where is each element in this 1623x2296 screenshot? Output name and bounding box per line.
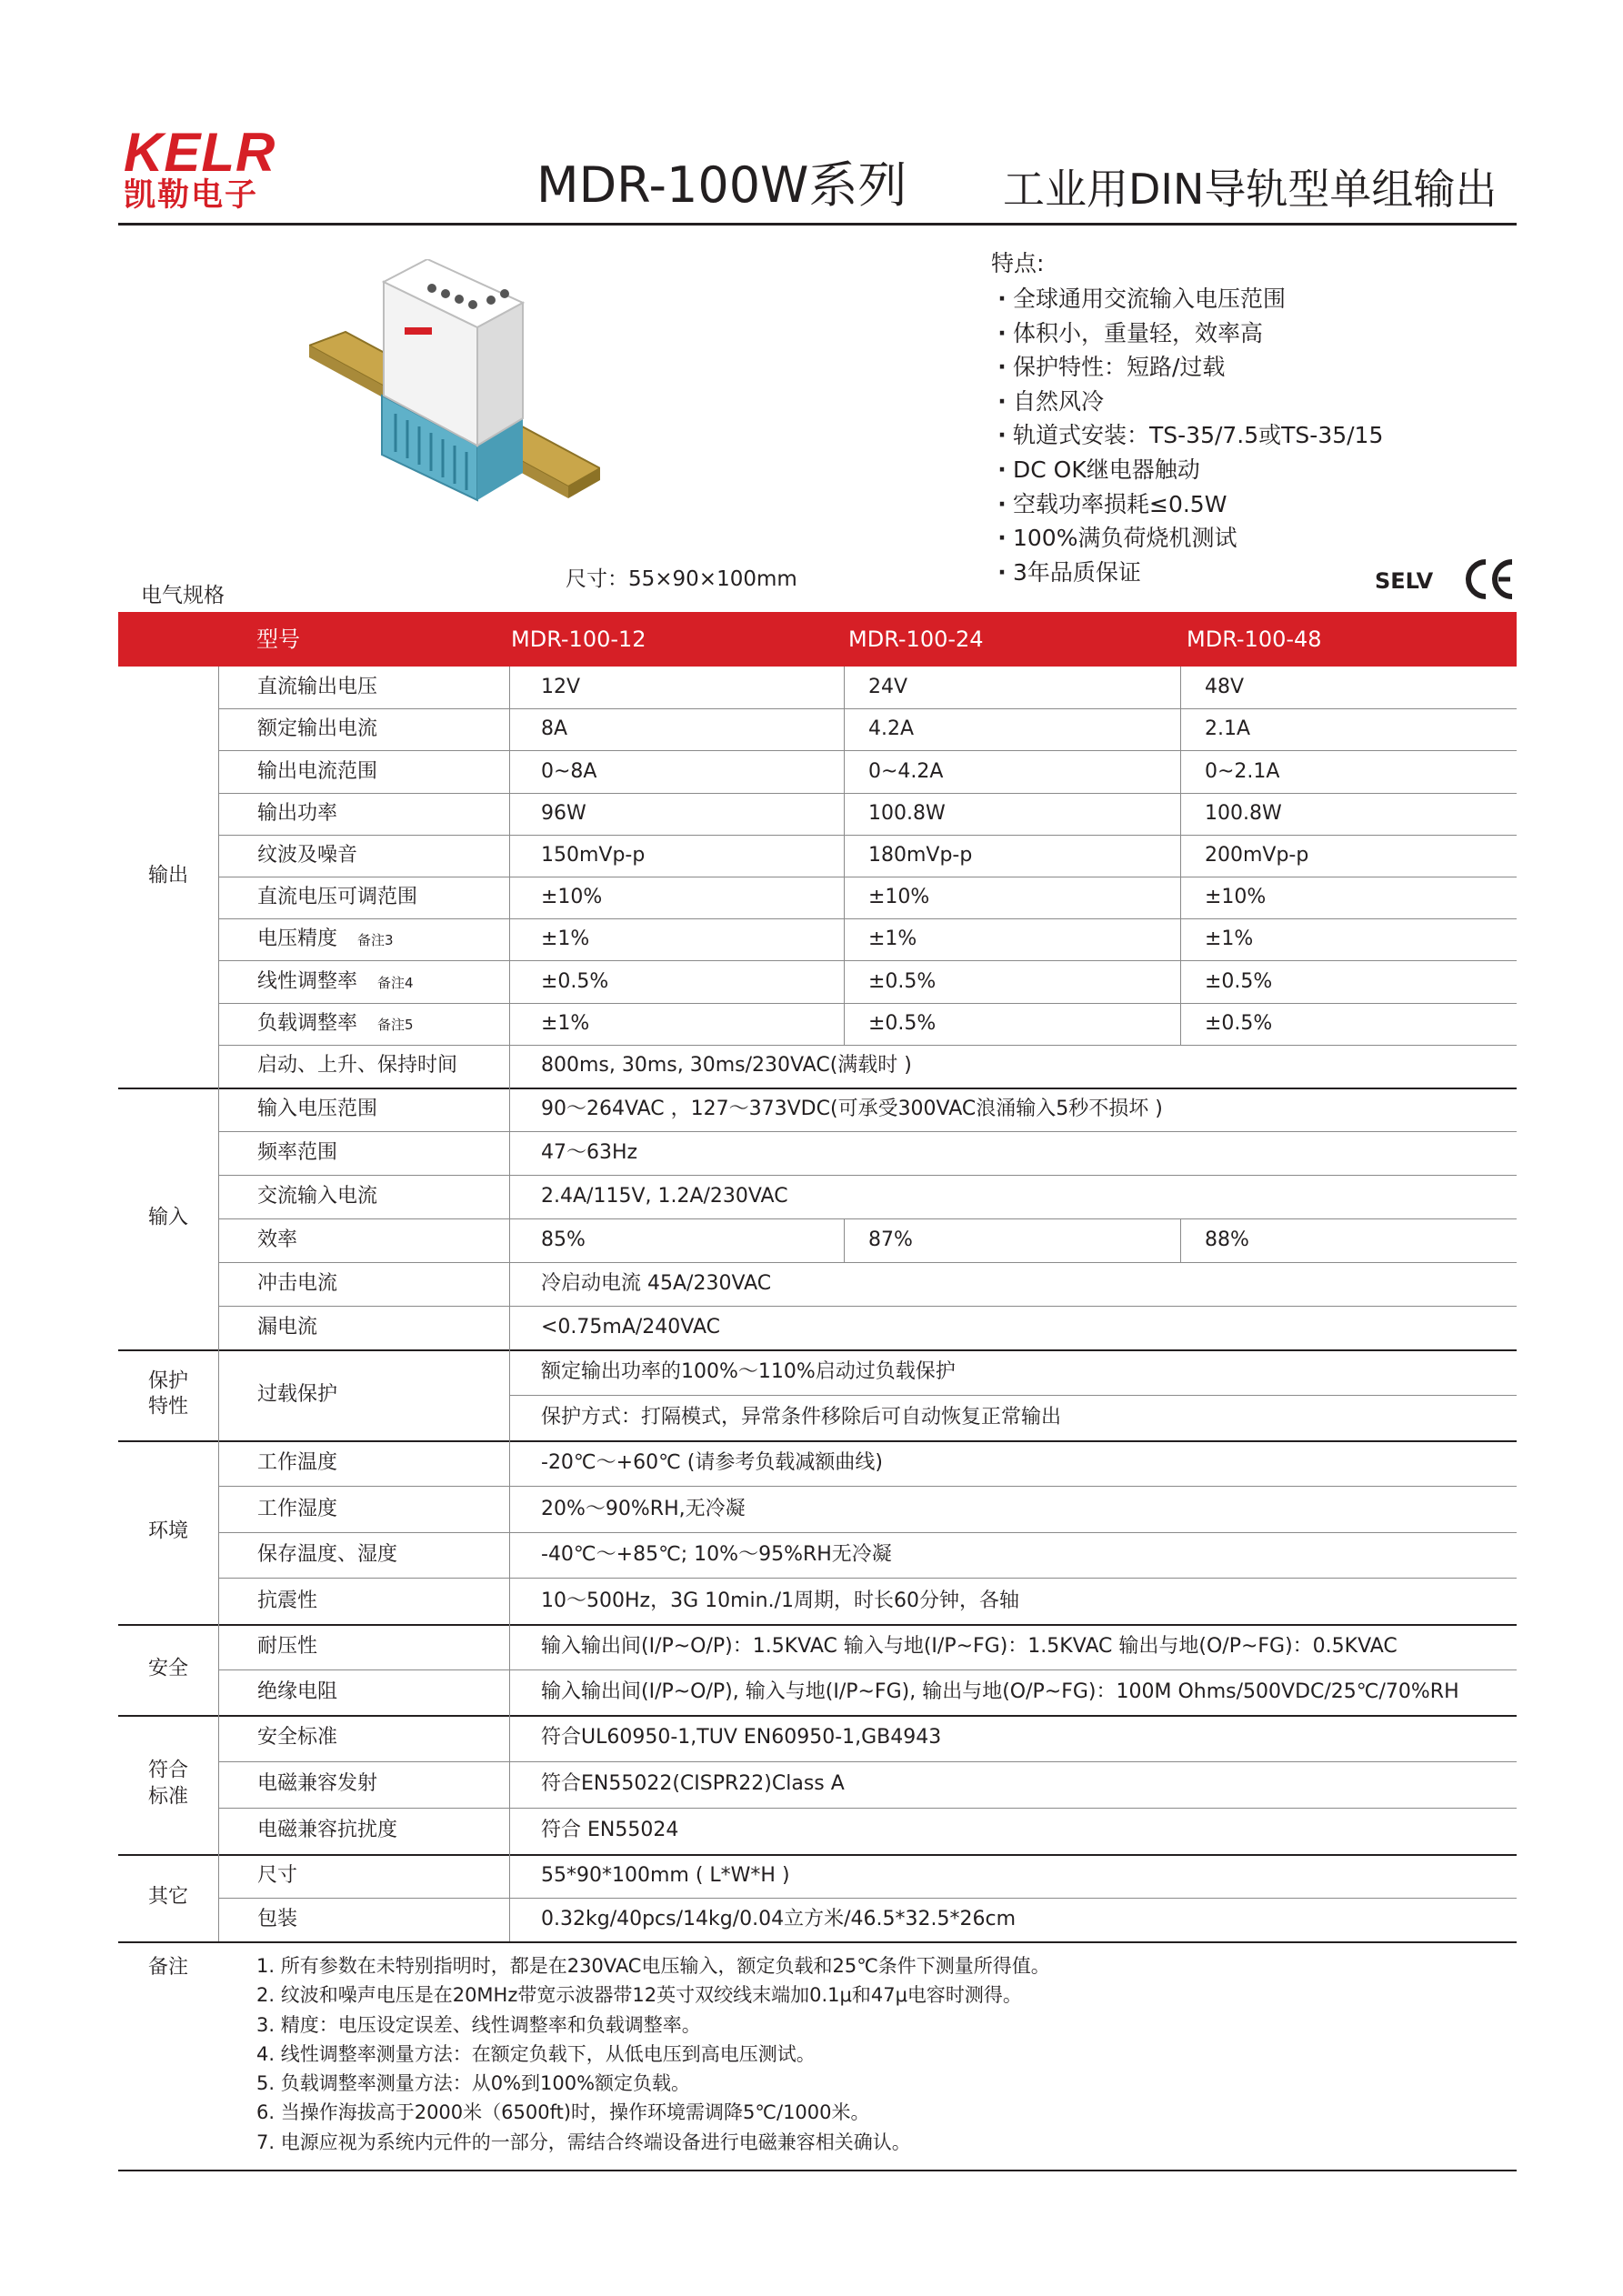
column-divider: [218, 1532, 219, 1579]
column-divider: [218, 1088, 219, 1131]
column-divider: [844, 750, 845, 792]
section-label-line: 符合: [147, 1759, 188, 1782]
row-divider: [218, 1045, 1517, 1046]
column-divider: [1180, 793, 1181, 835]
row-value: ±10%: [1205, 885, 1267, 908]
row-value: 4.2A: [868, 717, 915, 741]
row-divider: [218, 708, 1517, 709]
row-label: 保存温度、湿度: [257, 1542, 398, 1566]
row-label: [257, 1011, 414, 1035]
column-divider: [844, 1003, 845, 1045]
row-label: 输入电压范围: [257, 1097, 378, 1120]
column-divider: [509, 1624, 510, 1669]
column-divider: [844, 667, 845, 708]
feature-item: · 保护特性：短路/过载: [991, 350, 1383, 385]
column-divider: [1180, 1218, 1181, 1262]
column-divider: [509, 918, 510, 960]
section-label-line: 输出: [147, 865, 188, 888]
spec-table-header: [118, 612, 1517, 667]
column-divider: [509, 1003, 510, 1045]
row-divider: [218, 1532, 1517, 1533]
row-divider: [218, 1262, 1517, 1263]
column-divider: [1180, 750, 1181, 792]
column-divider: [218, 1624, 219, 1669]
column-divider: [509, 708, 510, 750]
row-value: 85%: [541, 1228, 586, 1251]
column-divider: [218, 1131, 219, 1175]
row-divider: [218, 793, 1517, 794]
column-divider: [844, 1218, 845, 1262]
column-divider: [218, 1486, 219, 1532]
row-divider: [218, 1898, 1517, 1899]
model-label: 型号: [256, 627, 300, 652]
features-title: 特点:: [991, 250, 1045, 276]
section-label-line: 标准: [147, 1785, 188, 1809]
row-value: 符合UL60950-1,TUV EN60950-1,GB4943: [541, 1726, 942, 1750]
row-label: 绝缘电阻: [257, 1679, 338, 1703]
row-value: 2.4A/115V, 1.2A/230VAC: [541, 1184, 788, 1208]
selv-label: SELV: [1375, 568, 1434, 594]
column-divider: [218, 1898, 219, 1941]
column-divider: [844, 960, 845, 1002]
row-value: 0.32kg/40pcs/14kg/0.04立方米/46.5*32.5*26cm: [541, 1907, 1017, 1930]
row-divider: [218, 1578, 1517, 1579]
row-value: 0~2.1A: [1205, 759, 1280, 783]
column-divider: [509, 1306, 510, 1349]
row-value: ±1%: [541, 927, 590, 951]
row-value: 符合EN55022(CISPR22)Class A: [541, 1772, 845, 1796]
product-series-title: MDR-100W系列: [536, 156, 907, 214]
row-value: 0~8A: [541, 759, 597, 783]
column-divider: [844, 918, 845, 960]
feature-list: [991, 282, 1383, 589]
row-divider: [218, 835, 1517, 836]
column-divider: [218, 793, 219, 835]
feature-item: · 100%满负荷烧机测试: [991, 521, 1383, 556]
column-divider: [509, 1715, 510, 1761]
column-divider: [509, 1175, 510, 1218]
product-image: [309, 259, 600, 523]
note-item: 3. 精度：电压设定误差、线性调整率和负载调整率。: [256, 2013, 701, 2036]
row-label-text: 负载调整率: [257, 1011, 358, 1035]
row-value: ±10%: [868, 885, 930, 908]
column-divider: [844, 835, 845, 877]
product-subtitle: 工业用DIN导轨型单组输出: [1003, 165, 1498, 214]
row-value: ±1%: [541, 1011, 590, 1035]
column-divider: [1180, 960, 1181, 1002]
feature-item: · 3年品质保证: [991, 556, 1383, 590]
row-value: ±10%: [541, 885, 603, 908]
column-divider: [218, 1262, 219, 1306]
row-divider: [218, 1131, 1517, 1132]
row-label: [257, 969, 414, 993]
row-divider: [218, 1761, 1517, 1762]
note-item: 1. 所有参数在未特别指明时，都是在230VAC电压输入，额定负载和25℃条件下测量所得值。: [256, 1955, 1050, 1977]
column-divider: [844, 708, 845, 750]
row-label: 过载保护: [257, 1382, 338, 1406]
section-divider: [118, 1941, 1517, 1943]
row-label: 尺寸: [257, 1863, 298, 1887]
column-divider: [1180, 1003, 1181, 1045]
footer-divider: [118, 2170, 1517, 2171]
column-divider: [509, 1761, 510, 1808]
row-label: 工作湿度: [257, 1497, 338, 1520]
row-note-ref: 备注4: [377, 974, 414, 991]
row-divider: [218, 1003, 1517, 1004]
section-label: [118, 864, 218, 890]
column-divider: [218, 1669, 219, 1715]
row-value: ±0.5%: [868, 969, 937, 993]
row-label: 漏电流: [257, 1315, 318, 1338]
column-divider: [218, 1045, 219, 1088]
row-value: 额定输出功率的100%～110%启动过负载保护: [541, 1359, 956, 1383]
feature-item: · 体积小，重量轻，效率高: [991, 316, 1383, 351]
row-value: 符合 EN55024: [541, 1819, 679, 1842]
column-divider: [844, 877, 845, 918]
row-value: -40℃～+85℃; 10%～95%RH无冷凝: [541, 1542, 892, 1566]
header-divider: [118, 223, 1517, 226]
row-label: 效率: [257, 1228, 298, 1251]
feature-item: · 空载功率损耗≤0.5W: [991, 487, 1383, 522]
column-divider: [509, 667, 510, 708]
row-value: 20%～90%RH,无冷凝: [541, 1497, 746, 1520]
column-divider: [218, 1808, 219, 1854]
row-value: 输入输出间(I/P~O/P)：1.5KVAC 输入与地(I/P~FG)：1.5KVAC 输出与地(O/P~FG)：0.5KVAC: [541, 1634, 1398, 1658]
row-divider: [218, 1486, 1517, 1487]
column-divider: [509, 750, 510, 792]
column-divider: [509, 835, 510, 877]
row-value: 48V: [1205, 675, 1245, 698]
section-label-line: 环境: [147, 1519, 188, 1543]
section-label: [118, 1369, 218, 1420]
section-divider: [118, 1624, 1517, 1626]
column-divider: [218, 1003, 219, 1045]
row-label: 额定输出电流: [257, 717, 378, 741]
row-value: 800ms, 30ms, 30ms/230VAC(满载时 ): [541, 1054, 912, 1078]
feature-item: · 自然风冷: [991, 385, 1383, 419]
column-divider: [509, 1262, 510, 1306]
section-label-line: 保护: [147, 1369, 188, 1393]
column-divider: [509, 1486, 510, 1532]
row-label: 纹波及噪音: [257, 843, 358, 867]
row-label: 电磁兼容发射: [257, 1772, 378, 1796]
row-label: 输出功率: [257, 801, 338, 825]
row-value: 200mVp-p: [1205, 843, 1309, 867]
column-divider: [218, 1306, 219, 1349]
section-label-line: 输入: [147, 1206, 188, 1229]
section-divider: [118, 1440, 1517, 1442]
column-divider: [218, 960, 219, 1002]
row-label: [257, 927, 394, 951]
section-label-line: 特性: [147, 1395, 188, 1419]
row-value: ±0.5%: [868, 1011, 937, 1035]
column-divider: [218, 708, 219, 750]
row-label-text: 电压精度: [257, 927, 338, 951]
row-divider: [218, 1306, 1517, 1307]
row-label: 直流输出电压: [257, 675, 378, 698]
dimensions-label: 尺寸：55×90×100mm: [566, 567, 797, 591]
feature-item: · 轨道式安装：TS-35/7.5或TS-35/15: [991, 418, 1383, 453]
row-label: 抗震性: [257, 1589, 318, 1612]
row-divider: [218, 1808, 1517, 1809]
row-divider: [218, 960, 1517, 961]
column-divider: [509, 877, 510, 918]
column-divider: [218, 1175, 219, 1218]
column-divider: [218, 1854, 219, 1898]
brand-logo: KELR: [124, 122, 276, 183]
row-value: 10～500Hz，3G 10min./1周期，时长60分钟，各轴: [541, 1589, 1019, 1612]
row-value: 24V: [868, 675, 908, 698]
column-divider: [218, 1761, 219, 1808]
row-note-ref: 备注5: [377, 1016, 414, 1033]
row-value: 90～264VAC ，127～373VDC(可承受300VAC浪涌输入5秒不损坏 ): [541, 1097, 1163, 1120]
row-value: 保护方式：打隔模式，异常条件移除后可自动恢复正常输出: [541, 1405, 1062, 1429]
column-divider: [218, 877, 219, 918]
column-divider: [509, 793, 510, 835]
section-label: [118, 1759, 218, 1810]
row-value: 100.8W: [868, 801, 946, 825]
column-divider: [218, 835, 219, 877]
row-value: 180mVp-p: [868, 843, 973, 867]
column-divider: [218, 1715, 219, 1761]
column-divider: [1180, 877, 1181, 918]
row-note-ref: 备注3: [357, 932, 394, 949]
row-value: 96W: [541, 801, 586, 825]
column-divider: [844, 793, 845, 835]
column-divider: [509, 1131, 510, 1175]
row-value: ±0.5%: [541, 969, 609, 993]
row-value: 100.8W: [1205, 801, 1282, 825]
row-value: ±0.5%: [1205, 969, 1273, 993]
column-divider: [1180, 835, 1181, 877]
column-divider: [509, 960, 510, 1002]
column-divider: [509, 1854, 510, 1898]
section-divider: [118, 1088, 1517, 1089]
row-label: 交流输入电流: [257, 1184, 378, 1208]
column-divider: [218, 918, 219, 960]
notes-list: [256, 1951, 1050, 2157]
row-value: 87%: [868, 1228, 913, 1251]
row-value: 冷启动电流 45A/230VAC: [541, 1271, 772, 1295]
note-item: 2. 纹波和噪声电压是在20MHz带宽示波器带12英寸双绞线末端加0.1μ和47μ电容时测得。: [256, 1984, 1022, 2007]
row-divider: [218, 918, 1517, 919]
row-value: <0.75mA/240VAC: [541, 1315, 720, 1338]
note-item: 7. 电源应视为系统内元件的一部分，需结合终端设备进行电磁兼容相关确认。: [256, 2131, 911, 2153]
column-divider: [509, 1045, 510, 1088]
column-divider: [509, 1669, 510, 1715]
electrical-spec-label: 电气规格: [141, 584, 225, 607]
row-value: 47～63Hz: [541, 1140, 638, 1164]
model-name: MDR-100-48: [1187, 627, 1322, 652]
row-value: ±0.5%: [1205, 1011, 1273, 1035]
column-divider: [509, 1440, 510, 1487]
ce-mark-icon: [1462, 556, 1515, 602]
column-divider: [509, 1898, 510, 1941]
row-value: -20℃～+60℃ (请参考负载减额曲线): [541, 1450, 883, 1474]
row-value: 150mVp-p: [541, 843, 646, 867]
column-divider: [218, 1578, 219, 1624]
column-divider: [218, 667, 219, 708]
model-name: MDR-100-24: [848, 627, 984, 652]
row-divider: [218, 750, 1517, 751]
section-divider: [118, 1854, 1517, 1856]
section-label: [118, 1519, 218, 1546]
row-value: 12V: [541, 675, 581, 698]
column-divider: [509, 1808, 510, 1854]
row-divider: [218, 1218, 1517, 1219]
column-divider: [509, 1088, 510, 1131]
feature-item: · 全球通用交流输入电压范围: [991, 282, 1383, 316]
column-divider: [218, 750, 219, 792]
row-label: 输出电流范围: [257, 759, 378, 783]
row-divider: [218, 1175, 1517, 1176]
column-divider: [1180, 918, 1181, 960]
column-divider: [1180, 708, 1181, 750]
row-label: 直流电压可调范围: [257, 885, 418, 908]
row-value: 55*90*100mm ( L*W*H ): [541, 1863, 790, 1887]
section-label: [118, 1885, 218, 1911]
section-label: [118, 1657, 218, 1683]
row-value: 0~4.2A: [868, 759, 944, 783]
notes-title: 备注: [148, 1956, 189, 1979]
brand-logo-subtitle: 凯勒电子: [124, 177, 259, 214]
section-label-line: 其它: [147, 1885, 188, 1909]
column-divider: [509, 1532, 510, 1579]
row-value: 输入输出间(I/P~O/P), 输入与地(I/P~FG), 输出与地(O/P~FG)：100M Ohms/500VDC/25℃/70%RH: [541, 1679, 1459, 1703]
section-label-line: 安全: [147, 1657, 188, 1680]
row-label: 电磁兼容抗扰度: [257, 1819, 398, 1842]
row-value: 88%: [1205, 1228, 1249, 1251]
row-label: 启动、上升、保持时间: [257, 1054, 458, 1078]
row-divider: [218, 1669, 1517, 1670]
row-label: 安全标准: [257, 1726, 338, 1750]
column-divider: [509, 1578, 510, 1624]
row-label: 冲击电流: [257, 1271, 338, 1295]
section-label: [118, 1206, 218, 1232]
note-item: 5. 负载调整率测量方法：从0%到100%额定负载。: [256, 2072, 691, 2095]
column-divider: [1180, 667, 1181, 708]
row-label: 耐压性: [257, 1634, 318, 1658]
row-value: 8A: [541, 717, 568, 741]
feature-item: · DC OK继电器触动: [991, 453, 1383, 487]
note-item: 4. 线性调整率测量方法：在额定负载下，从低电压到高电压测试。: [256, 2042, 816, 2065]
row-value: ±1%: [868, 927, 917, 951]
column-divider: [218, 1349, 219, 1440]
row-divider: [509, 1395, 1517, 1396]
column-divider: [218, 1218, 219, 1262]
model-name: MDR-100-12: [511, 627, 646, 652]
row-value: 2.1A: [1205, 717, 1251, 741]
section-divider: [118, 1349, 1517, 1351]
note-item: 6. 当操作海拔高于2000米（6500ft)时，操作环境需调降5℃/1000米。: [256, 2101, 870, 2124]
row-label-text: 线性调整率: [257, 969, 358, 993]
row-value: ±1%: [1205, 927, 1254, 951]
column-divider: [509, 1218, 510, 1262]
row-label: 包装: [257, 1907, 298, 1930]
section-divider: [118, 1715, 1517, 1717]
column-divider: [218, 1440, 219, 1487]
row-label: 工作温度: [257, 1450, 338, 1474]
row-label: 频率范围: [257, 1140, 338, 1164]
